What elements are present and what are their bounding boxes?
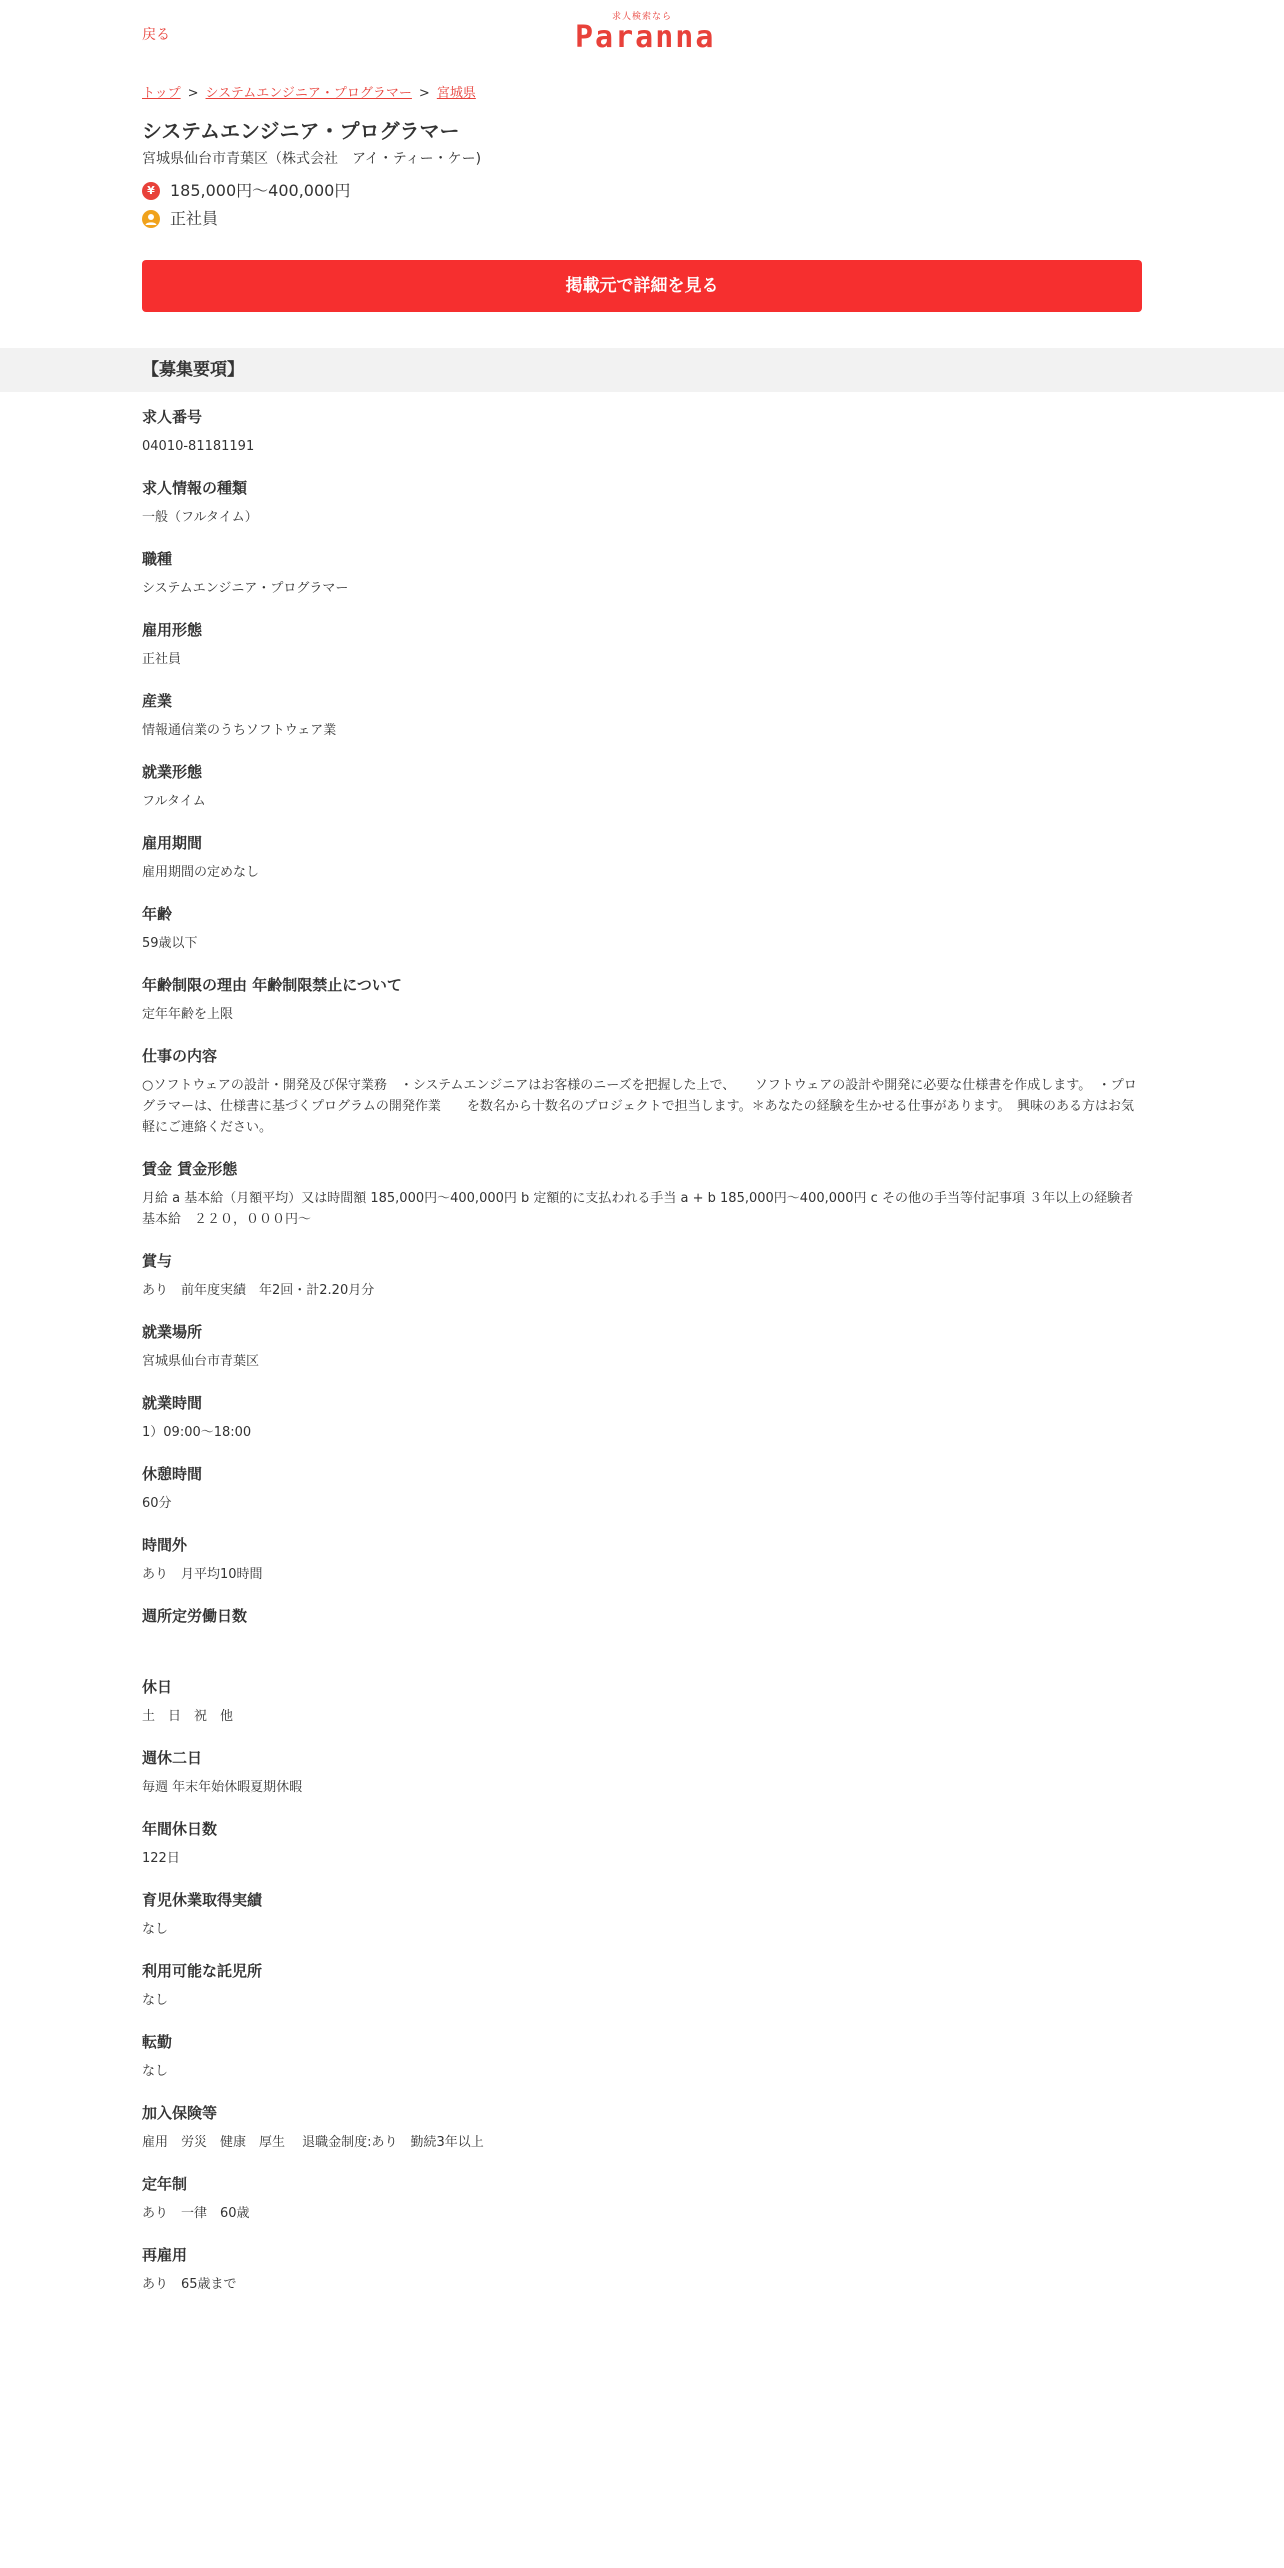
detail-item [142, 1158, 1147, 1230]
detail-value: なし [142, 1922, 169, 1937]
detail-value: 雇用 労災 健康 厚生 退職金制度:あり 勤続3年以上 [142, 2135, 484, 2150]
breadcrumb-top[interactable]: トップ [142, 86, 181, 101]
detail-label: 週休二日 [142, 1749, 203, 1767]
detail-value: なし [142, 1993, 169, 2008]
detail-label: 産業 [142, 692, 173, 710]
detail-item [142, 1818, 1142, 1869]
detail-value [142, 1635, 1142, 1656]
detail-item [142, 1045, 1142, 1138]
detail-value: 毎週 年末年始休暇夏期休暇 [142, 1780, 303, 1795]
detail-value: 正社員 [142, 652, 182, 667]
detail-label: 育児休業取得実績 [142, 1891, 263, 1909]
detail-item [142, 2031, 1142, 2082]
detail-value: 122日 [142, 1851, 180, 1866]
employment-row [142, 208, 1142, 230]
detail-label: 雇用形態 [142, 621, 203, 639]
detail-value: なし [142, 2064, 169, 2079]
detail-value: あり 65歳まで [142, 2277, 237, 2292]
detail-label: 年間休日数 [142, 1820, 218, 1838]
salary-row [142, 180, 1142, 202]
detail-label: 年齢制限の理由 年齢制限禁止について [142, 976, 402, 994]
breadcrumb-occupation[interactable]: システムエンジニア・プログラマー [205, 86, 412, 101]
detail-label: 求人番号 [142, 408, 203, 426]
detail-item [142, 2244, 1142, 2295]
detail-value: 雇用期間の定めなし [142, 865, 260, 880]
detail-item [142, 619, 1142, 670]
detail-value: 定年年齢を上限 [142, 1007, 234, 1022]
job-details-list [0, 406, 1284, 2295]
detail-item [142, 548, 1142, 599]
detail-value: 1）09:00～18:00 [142, 1425, 252, 1440]
detail-label: 時間外 [142, 1536, 188, 1554]
detail-label: 休憩時間 [142, 1465, 203, 1483]
detail-item [142, 2173, 1142, 2224]
view-details-button[interactable]: 掲載元で詳細を見る [142, 260, 1142, 312]
detail-label: 就業形態 [142, 763, 203, 781]
job-summary [0, 84, 1284, 312]
detail-item [142, 1747, 1142, 1798]
detail-item [142, 406, 1142, 457]
detail-label: 加入保険等 [142, 2104, 218, 2122]
detail-item [142, 1321, 1142, 1372]
detail-item [142, 974, 1142, 1025]
detail-label: 休日 [142, 1678, 173, 1696]
detail-item [142, 761, 1142, 812]
detail-item [142, 1392, 1142, 1443]
detail-label: 雇用期間 [142, 834, 203, 852]
detail-value: 月給 a 基本給（月額平均）又は時間額 185,000円～400,000円 b 定額的に支払われる手当 a + b 185,000円～400,000円 c その他の手当等付記事項 ３年以上の経験者 基本給 ２２０，０００円～ [142, 1191, 1147, 1227]
detail-label: 年齢 [142, 905, 173, 923]
detail-label: 転勤 [142, 2033, 173, 2051]
detail-label: 賃金 賃金形態 [142, 1160, 238, 1178]
detail-value: 59歳以下 [142, 936, 198, 951]
detail-value: 土 日 祝 他 [142, 1709, 234, 1724]
detail-label: 求人情報の種類 [142, 479, 248, 497]
detail-value: フルタイム [142, 794, 206, 809]
detail-label: 再雇用 [142, 2246, 188, 2264]
detail-label: 就業場所 [142, 1323, 203, 1341]
detail-value: 一般（フルタイム） [142, 510, 258, 525]
detail-value: あり 前年度実績 年2回・計2.20月分 [142, 1283, 375, 1298]
detail-item [142, 1889, 1142, 1940]
paranna-logo[interactable] [575, 12, 716, 55]
detail-item [142, 1534, 1142, 1585]
detail-value: あり 一律 60歳 [142, 2206, 250, 2221]
detail-item [142, 903, 1142, 954]
detail-item [142, 1463, 1142, 1514]
detail-value: システムエンジニア・プログラマー [142, 581, 349, 596]
detail-item [142, 832, 1142, 883]
detail-value: 宮城県仙台市青葉区 [142, 1354, 260, 1369]
site-header [0, 0, 1284, 66]
logo-tagline: 求人検索なら [611, 12, 672, 22]
detail-label: 職種 [142, 550, 173, 568]
section-title: 【募集要項】 [0, 348, 1284, 392]
breadcrumb [142, 84, 1142, 104]
detail-item [142, 1676, 1142, 1727]
detail-item [142, 477, 1142, 528]
detail-value: 情報通信業のうちソフトウェア業 [142, 723, 337, 738]
detail-value: ○ソフトウェアの設計・開発及び保守業務 ・システムエンジニアはお客様のニーズを把握した上で、 ソフトウェアの設計や開発に必要な仕様書を作成します。 ・プログラマーは、仕様書に基づくプログラムの開発作業 を数名から十数名のプロジェクトで担当します。＊あなたの経験を生かせる仕事があります。 興味のある方はお気軽にご連絡ください。 [142, 1078, 1137, 1135]
detail-label: 週所定労働日数 [142, 1607, 248, 1625]
detail-label: 賞与 [142, 1252, 173, 1270]
detail-label: 就業時間 [142, 1394, 203, 1412]
yen-icon: ¥ [142, 182, 160, 200]
breadcrumb-prefecture[interactable]: 宮城県 [436, 86, 476, 101]
detail-item [142, 2102, 1142, 2153]
detail-value: 04010-81181191 [142, 439, 255, 454]
detail-label: 定年制 [142, 2175, 188, 2193]
detail-item [142, 1605, 1142, 1656]
breadcrumb-separator: > [187, 86, 199, 101]
person-icon [142, 210, 160, 228]
detail-label: 利用可能な託児所 [142, 1962, 263, 1980]
logo-text: Paranna [575, 20, 716, 55]
job-title: システムエンジニア・プログラマー [142, 119, 460, 143]
detail-value: 60分 [142, 1496, 172, 1511]
company-location: 宮城県仙台市青葉区（株式会社 アイ・ティー・ケー) [142, 151, 482, 167]
detail-item [142, 1960, 1142, 2011]
employment-text: 正社員 [170, 209, 219, 228]
back-link[interactable]: 戻る [142, 27, 170, 43]
detail-item [142, 690, 1142, 741]
breadcrumb-separator: > [418, 86, 430, 101]
detail-value: あり 月平均10時間 [142, 1567, 263, 1582]
detail-item [142, 1250, 1142, 1301]
salary-text: 185,000円～400,000円 [170, 181, 351, 200]
detail-label: 仕事の内容 [142, 1047, 218, 1065]
